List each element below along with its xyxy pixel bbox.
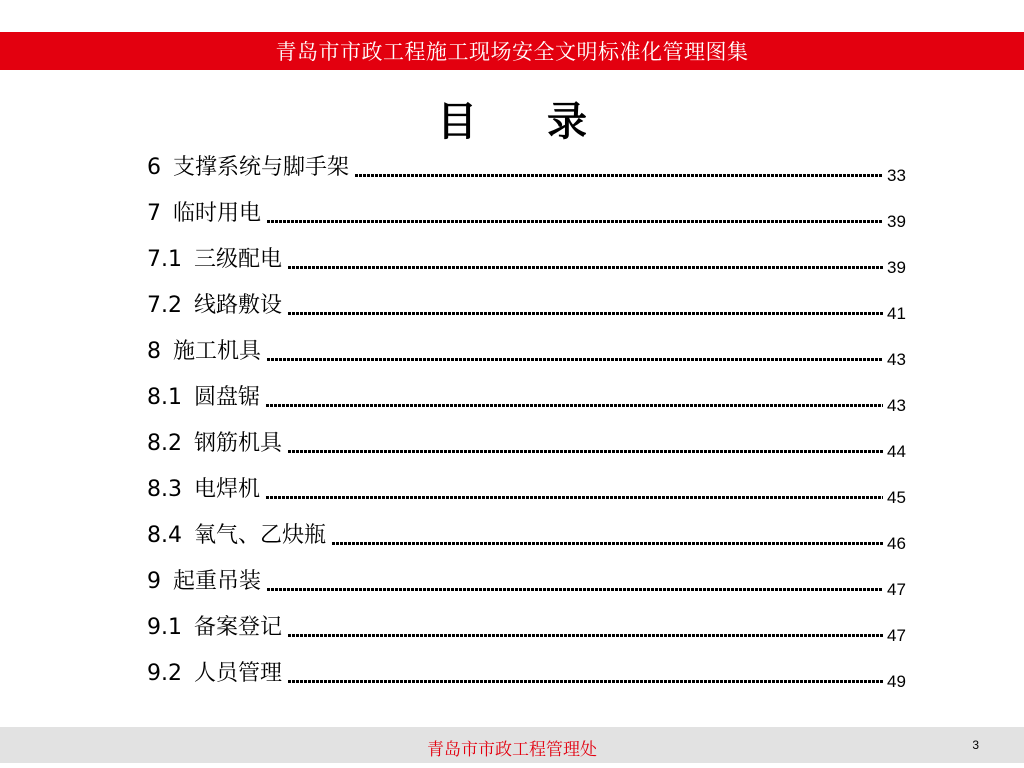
toc-entry[interactable] [147, 656, 915, 702]
toc-entry-title: 电焊机 [194, 477, 261, 502]
dot-leader [288, 450, 883, 453]
toc-entry-page: 41 [887, 304, 906, 323]
toc-entry-number: 9.2 [147, 661, 182, 686]
toc-entry-page: 43 [887, 396, 906, 415]
dot-leader [288, 680, 883, 683]
footer-bar [0, 727, 1024, 763]
toc-entry-number: 7.1 [147, 247, 182, 272]
toc-entry-number: 6 [147, 155, 161, 180]
toc-entry[interactable] [147, 242, 915, 288]
toc-entry[interactable] [147, 610, 915, 656]
toc-entry-page: 47 [887, 580, 906, 599]
dot-leader [267, 358, 883, 361]
toc-entry-page: 39 [887, 212, 906, 231]
toc-entry-number: 8 [147, 339, 161, 364]
footer-page-number: 3 [972, 738, 979, 752]
toc-entry-number: 8.1 [147, 385, 182, 410]
toc-entry[interactable] [147, 472, 915, 518]
header-bar [0, 32, 1024, 70]
table-of-contents [147, 150, 915, 702]
toc-entry-title: 施工机具 [173, 339, 262, 364]
toc-entry-number: 9.1 [147, 615, 182, 640]
toc-entry-title: 三级配电 [194, 247, 283, 272]
toc-entry-title: 起重吊装 [173, 569, 262, 594]
toc-entry-page: 45 [887, 488, 906, 507]
toc-entry[interactable] [147, 518, 915, 564]
toc-entry-number: 9 [147, 569, 161, 594]
toc-entry-page: 46 [887, 534, 906, 553]
toc-entry[interactable] [147, 426, 915, 472]
toc-entry-page: 47 [887, 626, 906, 645]
toc-entry[interactable] [147, 196, 915, 242]
toc-entry-number: 7.2 [147, 293, 182, 318]
toc-entry-title: 人员管理 [194, 661, 283, 686]
toc-entry-page: 44 [887, 442, 906, 461]
toc-entry-number: 8.3 [147, 477, 182, 502]
dot-leader [288, 266, 883, 269]
dot-leader [288, 634, 883, 637]
toc-entry[interactable] [147, 564, 915, 610]
toc-entry-number: 8.2 [147, 431, 182, 456]
toc-entry-number: 8.4 [147, 523, 182, 548]
dot-leader [332, 542, 883, 545]
header-title: 青岛市市政工程施工现场安全文明标准化管理图集 [275, 40, 749, 64]
toc-entry-title: 线路敷设 [194, 293, 283, 318]
dot-leader [267, 220, 883, 223]
toc-entry-title: 备案登记 [194, 615, 283, 640]
toc-entry-title: 钢筋机具 [194, 431, 283, 456]
dot-leader [355, 174, 883, 177]
toc-entry-page: 39 [887, 258, 906, 277]
toc-entry[interactable] [147, 334, 915, 380]
page-title: 目 录 [437, 99, 615, 145]
toc-entry-title: 圆盘锯 [194, 385, 261, 410]
toc-entry[interactable] [147, 288, 915, 334]
dot-leader [267, 588, 883, 591]
footer-organization: 青岛市市政工程管理处 [427, 740, 597, 760]
dot-leader [266, 496, 883, 499]
toc-entry-title: 临时用电 [173, 201, 262, 226]
toc-entry-title: 支撑系统与脚手架 [173, 155, 350, 180]
toc-entry-page: 43 [887, 350, 906, 369]
toc-entry[interactable] [147, 150, 915, 196]
toc-entry[interactable] [147, 380, 915, 426]
toc-entry-number: 7 [147, 201, 161, 226]
toc-entry-page: 33 [887, 166, 906, 185]
dot-leader [288, 312, 883, 315]
toc-entry-title: 氧气、乙炔瓶 [194, 523, 327, 548]
toc-entry-page: 49 [887, 672, 906, 691]
dot-leader [266, 404, 883, 407]
